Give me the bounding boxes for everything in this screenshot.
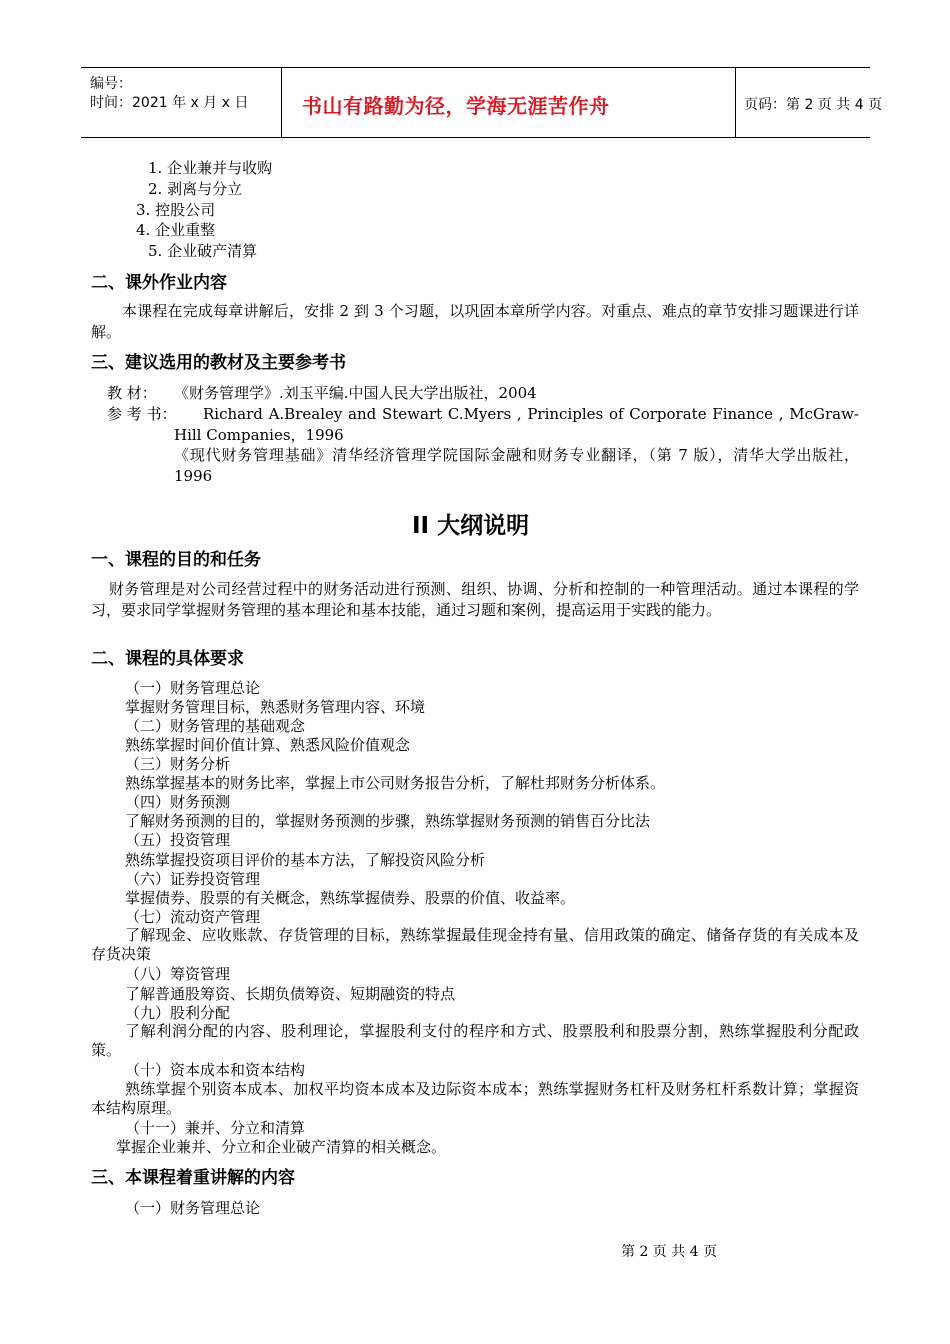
requirement-desc: 掌握债券、股票的有关概念，熟练掌握债券、股票的价值、收益率。 [125, 889, 576, 907]
requirement-desc: 熟练掌握个别资本成本、加权平均资本成本及边际资本成本；熟练掌握财务杠杆及财务杠杆系数计算；掌握资本结构原理。 [91, 1080, 859, 1117]
purpose-text: 财务管理是对公司经营过程中的财务活动进行预测、组织、协调、分析和控制的一种管理活动。通过本课程的学习，要求同学掌握财务管理的基本理论和基本技能，通过习题和案例，提高运用于实践的能力。 [91, 580, 859, 619]
list-item: 3. 控股公司 [136, 201, 216, 219]
requirement-title: （一）财务管理总论 [125, 679, 261, 697]
reference-2: 《现代财务管理基础》清华经济管理学院国际金融和财务专业翻译，（第 7 版），清华大学出版社，1996 [174, 446, 859, 485]
list-item: 5. 企业破产清算 [148, 242, 258, 260]
homework-text: 本课程在完成每章讲解后，安排 2 到 3 个习题，以巩固本章所学内容。对重点、难点的章节安排习题课进行详解。 [91, 302, 859, 341]
requirement-title: （六）证券投资管理 [125, 870, 261, 888]
list-item: 2. 剥离与分立 [148, 180, 243, 198]
reference-1: Richard A.Brealey and Stewart C.Myers , Principles of Corporate Finance , McGraw-Hill Companies，1996 [174, 405, 859, 444]
requirement-title: （二）财务管理的基础观念 [125, 717, 306, 735]
requirement-desc: 熟练掌握投资项目评价的基本方法，了解投资风险分析 [125, 851, 486, 869]
requirement-desc: 掌握财务管理目标，熟悉财务管理内容、环境 [125, 698, 426, 716]
focus-item: （一）财务管理总论 [125, 1199, 261, 1217]
section-heading-homework: 二、课外作业内容 [91, 273, 227, 293]
section-heading-books: 三、建议选用的教材及主要参考书 [91, 353, 346, 373]
list-item: 4. 企业重整 [136, 221, 216, 239]
requirement-title: （四）财务预测 [125, 793, 231, 811]
page-footer: 第 2 页 共 4 页 [621, 1244, 718, 1260]
section-heading-purpose: 一、课程的目的和任务 [91, 550, 261, 570]
requirement-title: （七）流动资产管理 [125, 908, 261, 926]
requirement-desc: 掌握企业兼并、分立和企业破产清算的相关概念。 [116, 1138, 447, 1156]
requirement-title: （十一）兼并、分立和清算 [125, 1119, 306, 1137]
section-heading-focus: 三、本课程着重讲解的内容 [91, 1168, 295, 1188]
requirement-title: （九）股利分配 [125, 1004, 231, 1022]
requirement-desc: 熟练掌握基本的财务比率，掌握上市公司财务报告分析，了解杜邦财务分析体系。 [125, 774, 666, 792]
requirement-title: （十）资本成本和资本结构 [125, 1061, 306, 1079]
textbook-value: 《财务管理学》.刘玉平编.中国人民大学出版社，2004 [174, 384, 537, 402]
list-item: 1. 企业兼并与收购 [148, 159, 273, 177]
header-page-number: 页码：第 2 页 共 4 页 [744, 97, 883, 113]
requirement-desc: 了解利润分配的内容、股利理论，掌握股利支付的程序和方式、股票股利和股票分割，熟练掌握股利分配政策。 [91, 1022, 859, 1059]
page-header [81, 67, 883, 138]
motto: 书山有路勤为径，学海无涯苦作舟 [302, 94, 610, 118]
reference-label: 参 考 书： [107, 405, 177, 423]
requirement-title: （八）筹资管理 [125, 965, 231, 983]
requirement-desc: 熟练掌握时间价值计算、熟悉风险价值观念 [125, 736, 411, 754]
header-page-cell [734, 68, 883, 137]
requirement-title: （三）财务分析 [125, 755, 231, 773]
requirement-desc: 了解普通股筹资、长期负债筹资、短期融资的特点 [125, 985, 456, 1003]
document-number: 编号： [90, 76, 132, 92]
requirement-desc: 了解现金、应收账款、存货管理的目标，熟练掌握最佳现金持有量、信用政策的确定、储备存货的有关成本及存货决策 [91, 926, 859, 963]
section-heading-requirements: 二、课程的具体要求 [91, 649, 244, 669]
textbook-label: 教 材： [107, 384, 157, 402]
requirement-desc: 了解财务预测的目的，掌握财务预测的步骤，熟练掌握财务预测的销售百分比法 [125, 812, 651, 830]
header-meta-cell [81, 68, 281, 137]
document-date: 时间：2021 年 x 月 x 日 [90, 95, 249, 111]
requirement-title: （五）投资管理 [125, 831, 231, 849]
header-motto-cell [281, 68, 736, 137]
part-title: II 大纲说明 [412, 513, 530, 539]
